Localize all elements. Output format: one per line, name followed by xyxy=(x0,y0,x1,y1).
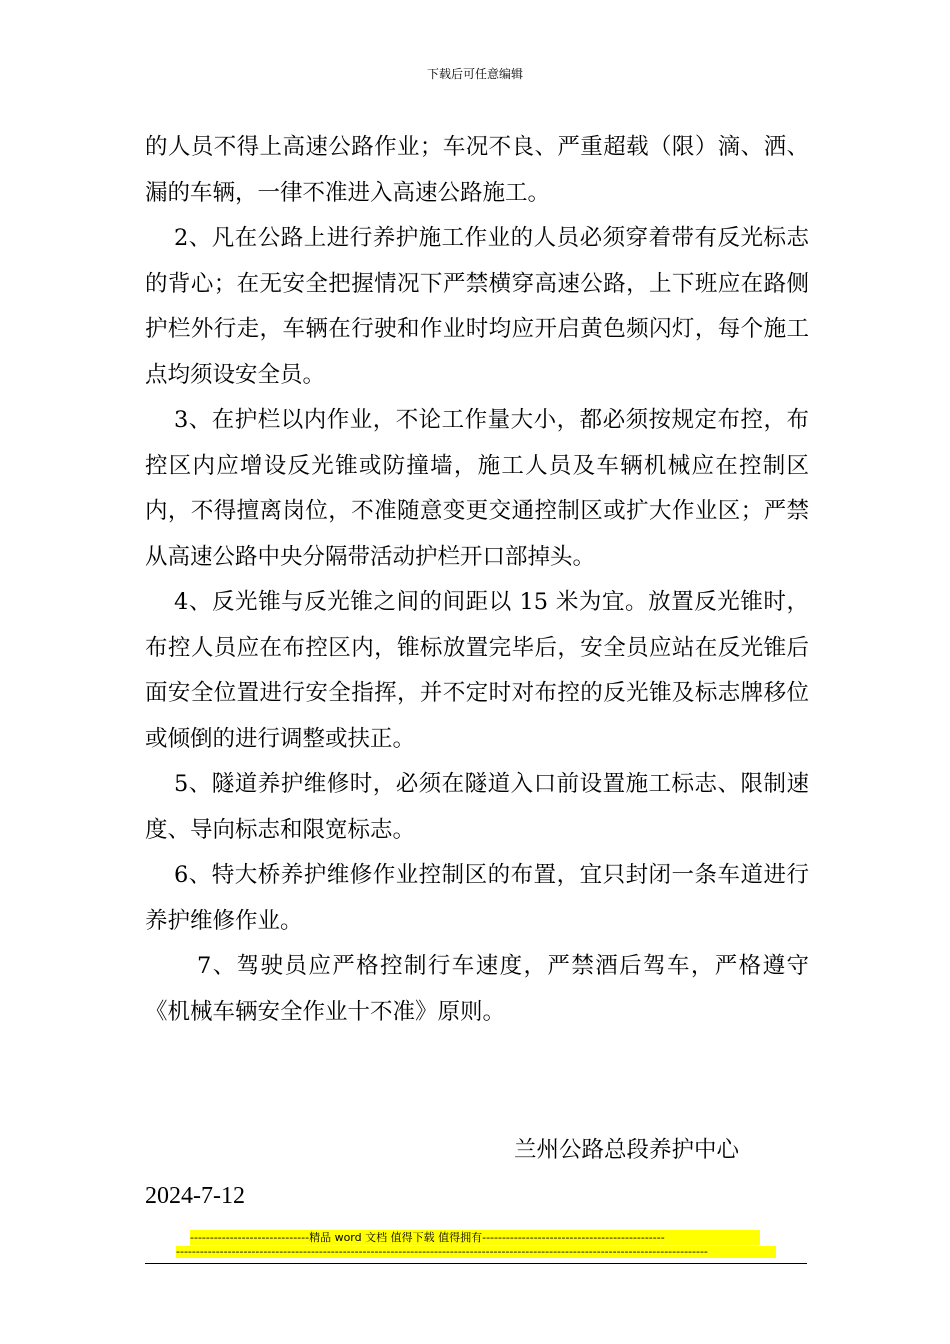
paragraph-continuation: 的人员不得上高速公路作业；车况不良、严重超载（限）滴、洒、漏的车辆，一律不准进入高速公路施工。 xyxy=(145,134,809,206)
paragraph-item-2: 2、凡在公路上进行养护施工作业的人员必须穿着带有反光标志的背心；在无安全把握情况下严禁横穿高速公路，上下班应在路侧护栏外行走，车辆在行驶和作业时均应开启黄色频闪灯，每个施工点均须设安全员。 xyxy=(145,225,809,388)
document-date: 2024-7-12 xyxy=(145,1183,245,1209)
paragraph-item-7: 7、驾驶员应严格控制行车速度，严禁酒后驾车，严格遵守《机械车辆安全作业十不准》原则。 xyxy=(145,953,809,1025)
document-body xyxy=(145,125,809,1035)
paragraph-item-4: 4、反光锥与反光锥之间的间距以 15 米为宜。放置反光锥时，布控人员应在布控区内，锥标放置完毕后，安全员应站在反光锥后面安全位置进行安全指挥，并不定时对布控的反光锥及标志牌移位或倾倒的进行调整或扶正。 xyxy=(145,589,809,752)
paragraph-item-6: 6、特大桥养护维修作业控制区的布置，宜只封闭一条车道进行养护维修作业。 xyxy=(145,862,809,934)
footer-rule xyxy=(145,1263,807,1264)
footer-dash-line: -------------------------------------------------------------------------------------------------------------------------------------- xyxy=(176,1246,776,1258)
paragraph-item-3: 3、在护栏以内作业，不论工作量大小，都必须按规定布控，布控区内应增设反光锥或防撞墙，施工人员及车辆机械应在控制区内，不得擅离岗位，不准随意变更交通控制区或扩大作业区；严禁从高速公路中央分隔带活动护栏开口部掉头。 xyxy=(145,407,809,570)
footer-banner: ------------------------------精品 word 文档 值得下载 值得拥有---------------------------------------------- xyxy=(190,1230,760,1245)
paragraph-item-5: 5、隧道养护维修时，必须在隧道入口前设置施工标志、限制速度、导向标志和限宽标志。 xyxy=(145,771,809,843)
page-header: 下载后可任意编辑 xyxy=(426,67,523,81)
signature-organization: 兰州公路总段养护中心 xyxy=(514,1137,740,1163)
